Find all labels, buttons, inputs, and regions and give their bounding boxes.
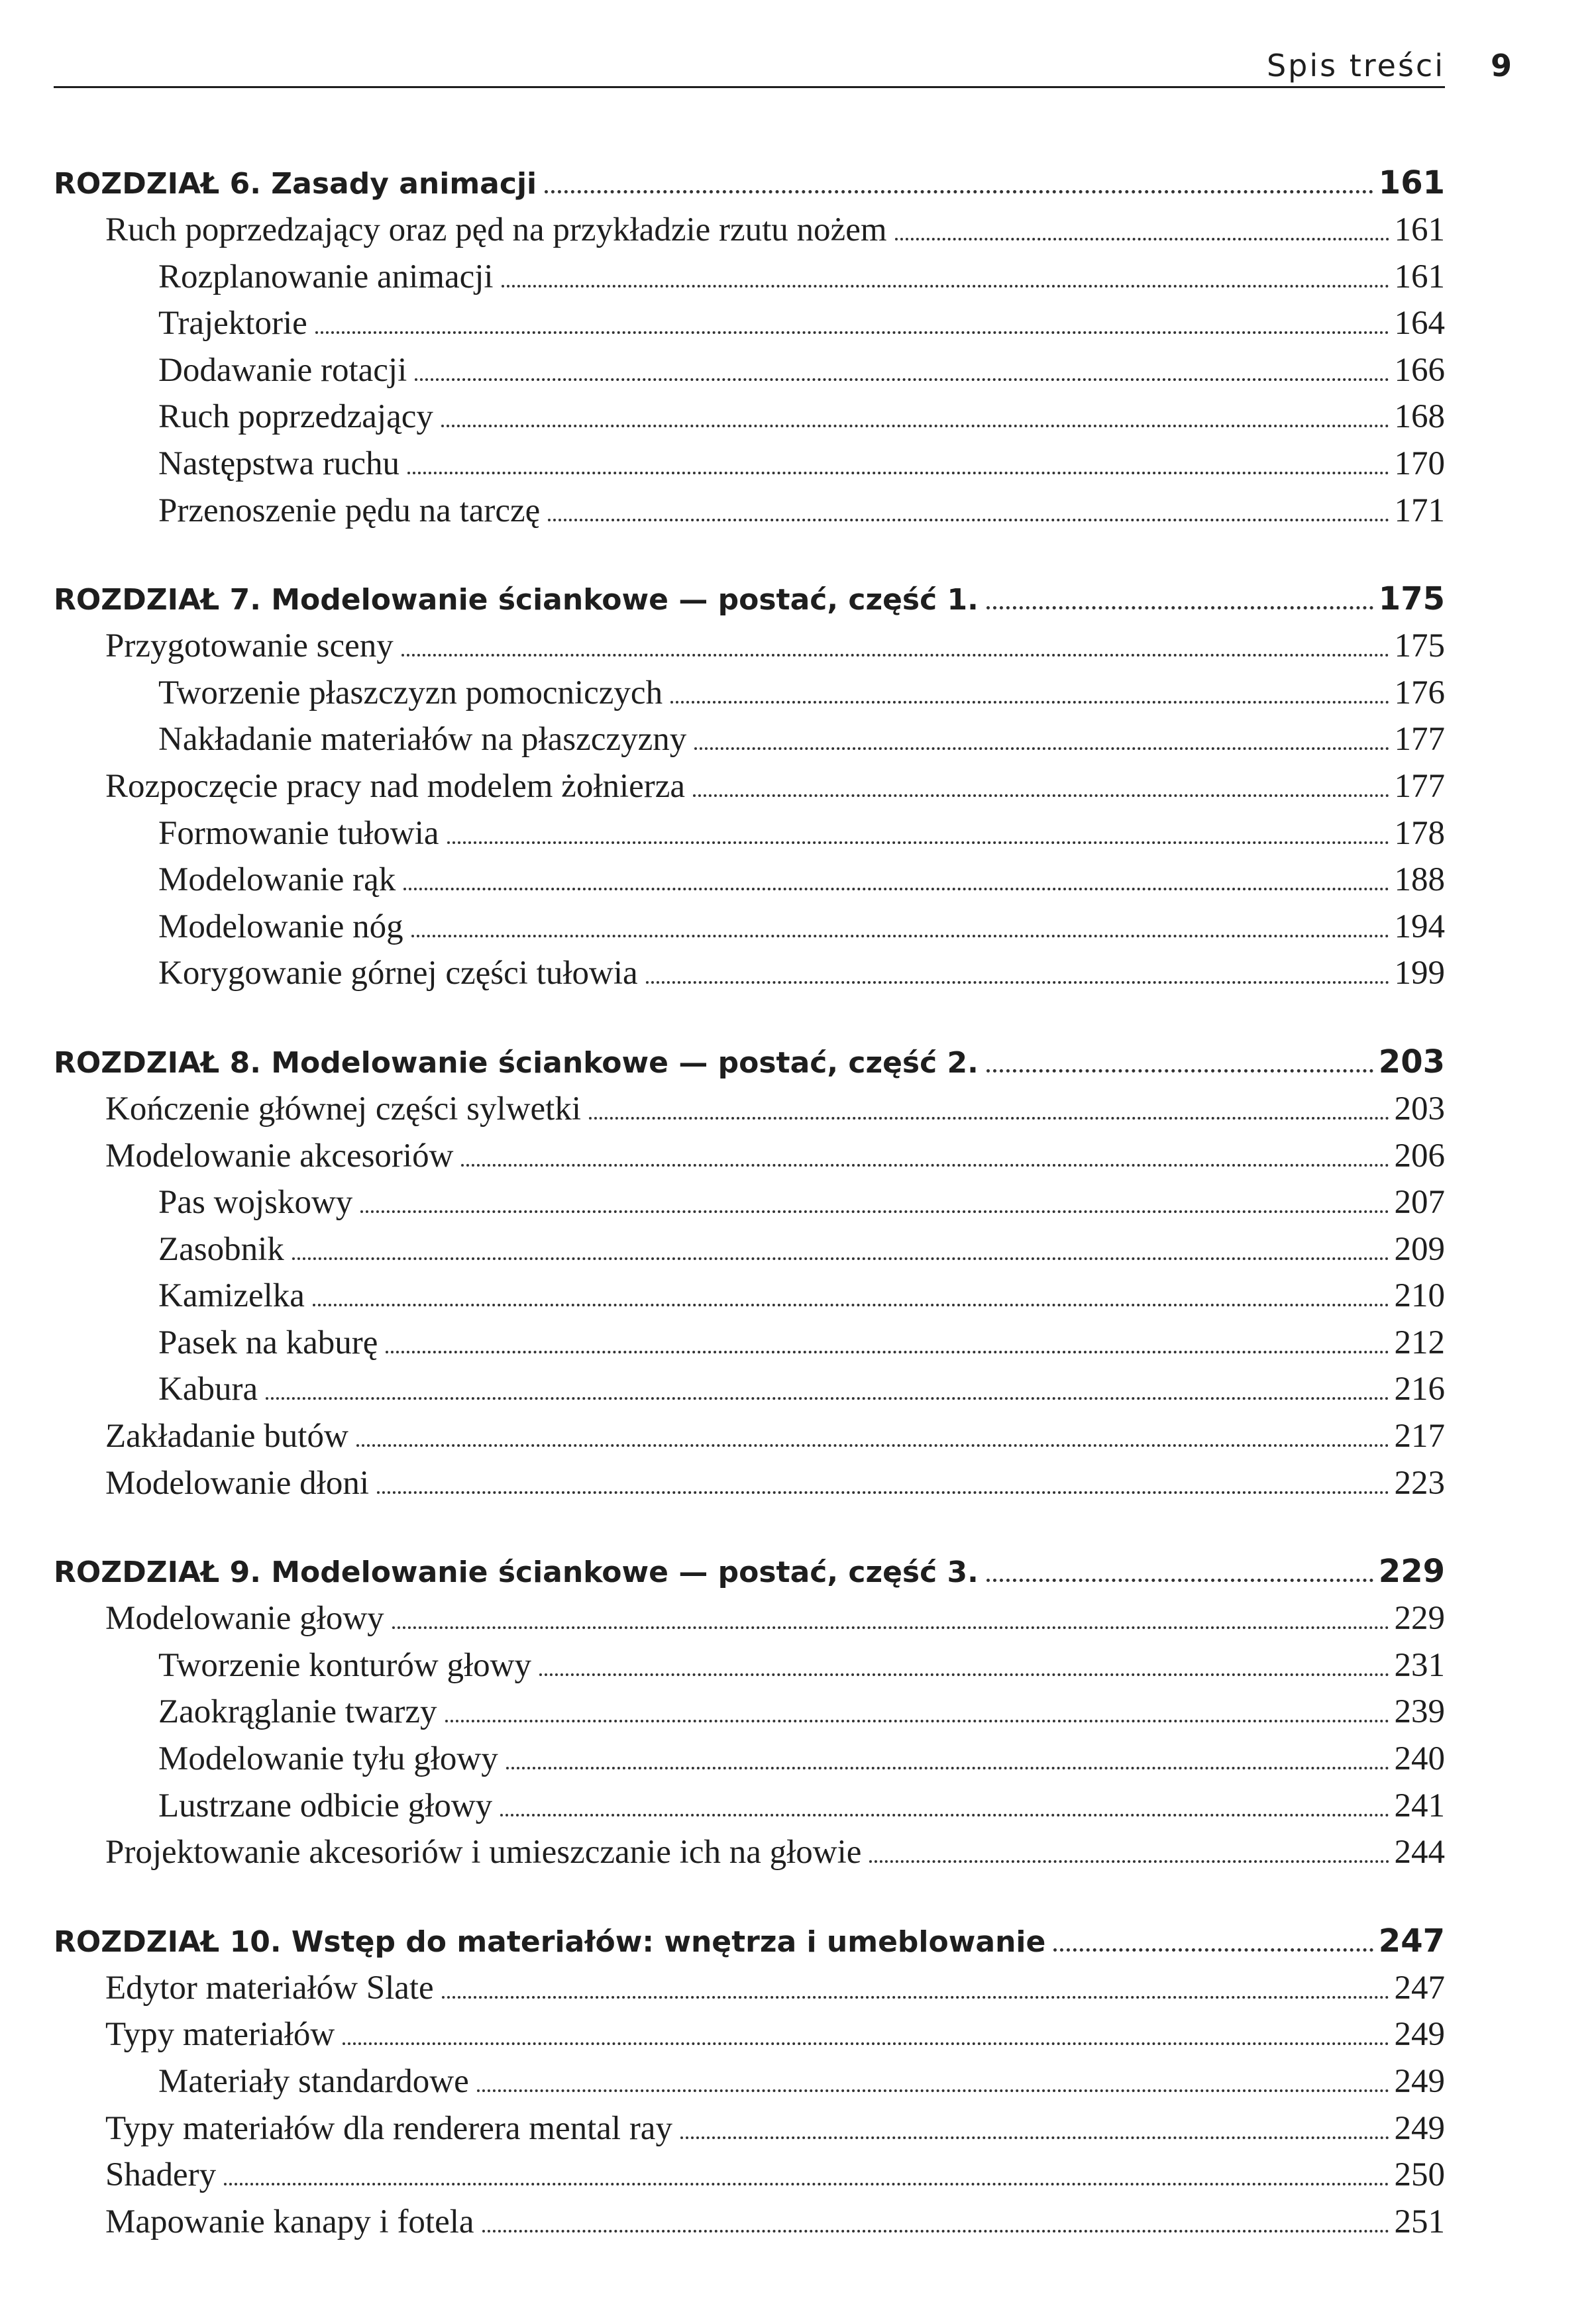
entry-page-number: 244	[1394, 1834, 1445, 1871]
entry-title: Korygowanie górnej części tułowia	[158, 955, 638, 992]
entry-title: Modelowanie akcesoriów	[105, 1137, 454, 1175]
entry-title: Kamizelka	[158, 1277, 305, 1315]
entry-title: Shadery	[105, 2156, 217, 2194]
entry-title: Przygotowanie sceny	[105, 627, 394, 665]
subsection-entry	[54, 1689, 1445, 1736]
subsection-entry	[54, 1273, 1445, 1320]
entry-title: Nakładanie materiałów na płaszczyzny	[158, 721, 687, 759]
entry-title: Ruch poprzedzający oraz pęd na przykładzie rzutu nożem	[105, 211, 887, 248]
entry-page-number: 241	[1394, 1787, 1445, 1824]
dot-leader	[680, 2136, 1389, 2139]
section-entry	[54, 1829, 1445, 1876]
chapter-heading	[54, 159, 1445, 207]
entry-page-number: 176	[1394, 674, 1445, 711]
dot-leader	[407, 472, 1389, 474]
entry-title: Mapowanie kanapy i fotela	[105, 2203, 474, 2240]
subsection-entry	[54, 857, 1445, 904]
subsection-entry	[54, 1736, 1445, 1783]
entry-page-number: 207	[1394, 1184, 1445, 1222]
entry-page-number: 177	[1394, 721, 1445, 759]
chapter-title: ROZDZIAŁ 10. Wstęp do materiałów: wnętrza i umeblowanie	[54, 1924, 1046, 1959]
entry-title: Modelowanie dłoni	[105, 1464, 370, 1502]
dot-leader	[477, 2089, 1389, 2092]
dot-leader	[266, 1397, 1389, 1400]
entry-page-number: 247	[1394, 1969, 1445, 2007]
entry-title: Kabura	[158, 1371, 258, 1408]
entry-title: Edytor materiałów Slate	[105, 1969, 434, 2007]
entry-title: Ruch poprzedzający	[158, 398, 433, 436]
chapter-title: ROZDZIAŁ 7. Modelowanie ściankowe — postać, część 1.	[54, 583, 979, 617]
dot-leader	[670, 701, 1389, 704]
dot-leader	[415, 378, 1389, 381]
entry-page-number: 229	[1394, 1600, 1445, 1638]
entry-page-number: 251	[1394, 2203, 1445, 2240]
dot-leader	[482, 2230, 1389, 2233]
entry-title: Modelowanie głowy	[105, 1600, 384, 1638]
chapter-heading	[54, 1548, 1445, 1595]
entry-title: Rozplanowanie animacji	[158, 258, 494, 295]
dot-leader	[461, 1164, 1389, 1167]
chapter-page-number: 229	[1378, 1553, 1445, 1591]
entry-title: Tworzenie płaszczyzn pomocniczych	[158, 674, 663, 711]
dot-leader	[377, 1491, 1389, 1494]
dot-leader	[313, 1304, 1389, 1306]
dot-leader	[500, 1814, 1389, 1816]
chapter-block	[54, 575, 1445, 997]
entry-title: Projektowanie akcesoriów i umieszczanie ich na głowie	[105, 1834, 862, 1871]
entry-page-number: 188	[1394, 861, 1445, 899]
entry-page-number: 239	[1394, 1693, 1445, 1731]
subsection-entry	[54, 488, 1445, 535]
dot-leader	[548, 519, 1389, 521]
subsection-entry	[54, 904, 1445, 951]
chapter-heading	[54, 1038, 1445, 1086]
chapter-block	[54, 1038, 1445, 1506]
section-entry	[54, 1133, 1445, 1180]
entry-page-number: 168	[1394, 398, 1445, 436]
entry-page-number: 175	[1394, 627, 1445, 665]
section-entry	[54, 2011, 1445, 2058]
entry-title: Trajektorie	[158, 305, 307, 342]
chapter-page-number: 175	[1378, 580, 1445, 618]
entry-title: Zakładanie butów	[105, 1418, 348, 1455]
entry-page-number: 249	[1394, 2063, 1445, 2100]
subsection-entry	[54, 950, 1445, 997]
section-entry	[54, 623, 1445, 670]
dot-leader	[292, 1257, 1389, 1260]
entry-page-number: 170	[1394, 445, 1445, 482]
entry-page-number: 166	[1394, 351, 1445, 389]
page-number: 9	[1491, 48, 1513, 83]
subsection-entry	[54, 441, 1445, 488]
section-entry	[54, 2199, 1445, 2246]
entry-page-number: 249	[1394, 2016, 1445, 2054]
section-entry	[54, 1413, 1445, 1460]
chapter-title: ROZDZIAŁ 9. Modelowanie ściankowe — postać, część 3.	[54, 1555, 979, 1590]
dot-leader	[506, 1767, 1389, 1769]
entry-title: Lustrzane odbicie głowy	[158, 1787, 493, 1824]
dot-leader	[1053, 1948, 1373, 1952]
entry-page-number: 177	[1394, 767, 1445, 805]
dot-leader	[442, 1996, 1389, 1999]
section-entry	[54, 763, 1445, 810]
subsection-entry	[54, 1179, 1445, 1226]
entry-page-number: 171	[1394, 492, 1445, 529]
dot-leader	[224, 2183, 1389, 2185]
entry-title: Następstwa ruchu	[158, 445, 399, 482]
chapter-title: ROZDZIAŁ 6. Zasady animacji	[54, 167, 537, 201]
entry-title: Pasek na kaburę	[158, 1324, 378, 1361]
subsection-entry	[54, 1226, 1445, 1273]
dot-leader	[360, 1210, 1389, 1213]
entry-title: Typy materiałów dla renderera mental ray	[105, 2109, 672, 2147]
dot-leader	[539, 1673, 1389, 1676]
section-entry	[54, 2152, 1445, 2199]
entry-title: Typy materiałów	[105, 2016, 335, 2054]
chapter-page-number: 247	[1378, 1922, 1445, 1960]
chapter-heading	[54, 1917, 1445, 1965]
subsection-entry	[54, 254, 1445, 301]
chapter-block	[54, 159, 1445, 534]
subsection-entry	[54, 670, 1445, 717]
dot-leader	[315, 331, 1389, 334]
dot-leader	[403, 888, 1389, 890]
header-title: Spis treści	[1266, 48, 1445, 83]
entry-title: Modelowanie tyłu głowy	[158, 1740, 498, 1778]
entry-title: Modelowanie rąk	[158, 861, 396, 899]
chapter-page-number: 161	[1378, 164, 1445, 201]
dot-leader	[986, 1069, 1373, 1073]
subsection-entry	[54, 300, 1445, 347]
entry-title: Tworzenie konturów głowy	[158, 1646, 531, 1684]
entry-title: Materiały standardowe	[158, 2063, 469, 2100]
dot-leader	[986, 606, 1373, 609]
subsection-entry	[54, 394, 1445, 441]
entry-page-number: 164	[1394, 305, 1445, 342]
dot-leader	[392, 1626, 1389, 1629]
entry-page-number: 212	[1394, 1324, 1445, 1361]
dot-leader	[869, 1860, 1389, 1863]
subsection-entry	[54, 1783, 1445, 1830]
subsection-entry	[54, 2058, 1445, 2105]
running-header	[54, 40, 1445, 88]
dot-leader	[895, 238, 1389, 240]
dot-leader	[401, 654, 1389, 657]
dot-leader	[986, 1579, 1373, 1582]
chapter-block	[54, 1917, 1445, 2246]
chapter-title: ROZDZIAŁ 8. Modelowanie ściankowe — postać, część 2.	[54, 1045, 979, 1080]
chapter-heading	[54, 575, 1445, 623]
entry-page-number: 178	[1394, 814, 1445, 852]
section-entry	[54, 1086, 1445, 1133]
entry-page-number: 161	[1394, 211, 1445, 248]
section-entry	[54, 1965, 1445, 2012]
entry-title: Formowanie tułowia	[158, 814, 439, 852]
dot-leader	[502, 285, 1389, 288]
entry-page-number: 231	[1394, 1646, 1445, 1684]
entry-title: Zasobnik	[158, 1230, 284, 1268]
dot-leader	[386, 1351, 1389, 1353]
entry-page-number: 217	[1394, 1418, 1445, 1455]
subsection-entry	[54, 1320, 1445, 1367]
dot-leader	[694, 747, 1389, 750]
entry-title: Modelowanie nóg	[158, 908, 403, 945]
entry-page-number: 216	[1394, 1371, 1445, 1408]
subsection-entry	[54, 1642, 1445, 1689]
subsection-entry	[54, 347, 1445, 394]
dot-leader	[589, 1117, 1389, 1120]
entry-title: Kończenie głównej części sylwetki	[105, 1090, 581, 1128]
entry-page-number: 249	[1394, 2109, 1445, 2147]
entry-title: Zaokrąglanie twarzy	[158, 1693, 437, 1731]
subsection-entry	[54, 1366, 1445, 1413]
entry-page-number: 210	[1394, 1277, 1445, 1315]
table-of-contents	[54, 159, 1445, 2286]
entry-title: Pas wojskowy	[158, 1184, 353, 1222]
entry-title: Przenoszenie pędu na tarczę	[158, 492, 541, 529]
entry-page-number: 223	[1394, 1464, 1445, 1502]
section-entry	[54, 1595, 1445, 1642]
dot-leader	[411, 935, 1389, 937]
dot-leader	[356, 1444, 1389, 1447]
dot-leader	[646, 981, 1389, 984]
dot-leader	[545, 190, 1373, 193]
subsection-entry	[54, 716, 1445, 763]
entry-page-number: 203	[1394, 1090, 1445, 1128]
section-entry	[54, 207, 1445, 254]
dot-leader	[343, 2042, 1389, 2045]
section-entry	[54, 2105, 1445, 2152]
dot-leader	[445, 1720, 1389, 1722]
entry-title: Rozpoczęcie pracy nad modelem żołnierza	[105, 767, 686, 805]
dot-leader	[693, 794, 1389, 797]
entry-page-number: 206	[1394, 1137, 1445, 1175]
entry-page-number: 161	[1394, 258, 1445, 295]
section-entry	[54, 1460, 1445, 1507]
entry-page-number: 209	[1394, 1230, 1445, 1268]
dot-leader	[447, 841, 1389, 844]
chapter-page-number: 203	[1378, 1043, 1445, 1080]
chapter-block	[54, 1548, 1445, 1876]
entry-title: Dodawanie rotacji	[158, 351, 407, 389]
entry-page-number: 250	[1394, 2156, 1445, 2194]
entry-page-number: 199	[1394, 955, 1445, 992]
dot-leader	[441, 425, 1389, 427]
subsection-entry	[54, 810, 1445, 857]
entry-page-number: 194	[1394, 908, 1445, 945]
entry-page-number: 240	[1394, 1740, 1445, 1778]
